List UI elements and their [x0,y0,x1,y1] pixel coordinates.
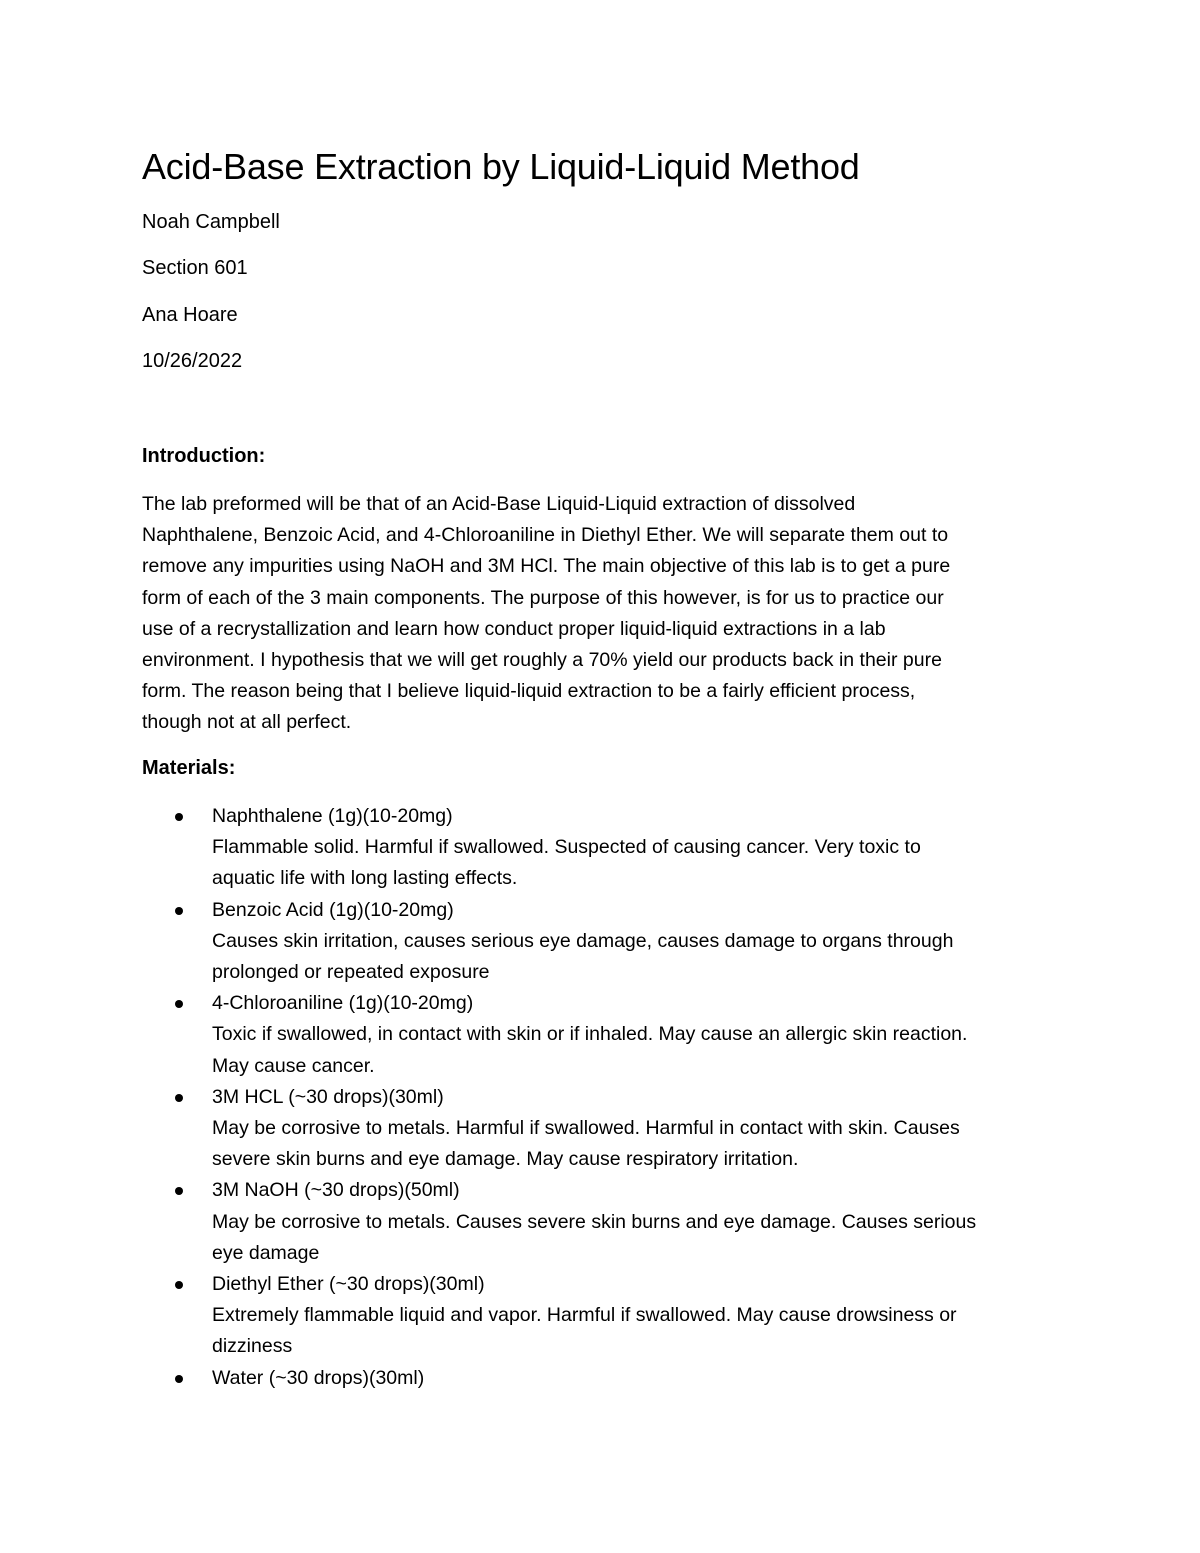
material-hazard: Causes skin irritation, causes serious eye damage, causes damage to organs through [212,929,954,952]
bullet-icon [175,1094,183,1102]
material-hazard: prolonged or repeated exposure [212,961,490,984]
author-name: Noah Campbell [142,211,280,233]
introduction-line: form. The reason being that I believe liquid-liquid extraction to be a fairly efficient process, [142,680,916,703]
bullet-icon [175,1000,183,1008]
bullet-icon [175,1187,183,1195]
material-hazard: May be corrosive to metals. Causes severe skin burns and eye damage. Causes serious [212,1210,977,1233]
material-hazard: May cause cancer. [212,1054,375,1077]
introduction-line: Naphthalene, Benzoic Acid, and 4-Chloroaniline in Diethyl Ether. We will separate them out to [142,524,949,547]
section-number: Section 601 [142,257,248,279]
materials-list [142,801,1054,1394]
introduction-heading: Introduction: [142,445,266,467]
introduction-line: environment. I hypothesis that we will get roughly a 70% yield our products back in their pure [142,649,942,672]
material-hazard: eye damage [212,1241,320,1264]
material-item [142,988,1054,1082]
material-name: 3M HCL (~30 drops)(30ml) [212,1085,444,1108]
material-item [142,1363,1054,1394]
bullet-icon [175,1375,183,1383]
bullet-icon [175,813,183,821]
material-hazard: aquatic life with long lasting effects. [212,867,518,890]
instructor-name: Ana Hoare [142,304,238,326]
introduction-line: use of a recrystallization and learn how conduct proper liquid-liquid extractions in a lab [142,617,886,640]
material-item [142,895,1054,989]
bullet-icon [175,1281,183,1289]
material-item [142,1175,1054,1269]
introduction-line: remove any impurities using NaOH and 3M HCl. The main objective of this lab is to get a pure [142,555,951,578]
material-name: Diethyl Ether (~30 drops)(30ml) [212,1273,485,1296]
introduction-line: form of each of the 3 main components. The purpose of this however, is for us to practice our [142,586,944,609]
introduction-paragraph [142,489,1054,739]
material-hazard: severe skin burns and eye damage. May cause respiratory irritation. [212,1148,799,1171]
material-item [142,1269,1054,1363]
material-hazard: dizziness [212,1335,293,1358]
material-name: Benzoic Acid (1g)(10-20mg) [212,898,454,921]
introduction-line: The lab preformed will be that of an Acid-Base Liquid-Liquid extraction of dissolved [142,493,856,515]
material-name: 4-Chloroaniline (1g)(10-20mg) [212,992,474,1015]
introduction-line: though not at all perfect. [142,711,352,734]
material-item [142,801,1054,895]
material-hazard: May be corrosive to metals. Harmful if swallowed. Harmful in contact with skin. Causes [212,1117,960,1140]
material-name: Water (~30 drops)(30ml) [212,1366,425,1389]
material-hazard: Flammable solid. Harmful if swallowed. Suspected of causing cancer. Very toxic to [212,836,921,859]
material-name: Naphthalene (1g)(10-20mg) [212,805,453,827]
material-hazard: Toxic if swallowed, in contact with skin or if inhaled. May cause an allergic skin reaction. [212,1023,968,1046]
material-hazard: Extremely flammable liquid and vapor. Harmful if swallowed. May cause drowsiness or [212,1304,957,1327]
bullet-icon [175,907,183,915]
material-item [142,1082,1054,1176]
material-name: 3M NaOH (~30 drops)(50ml) [212,1179,460,1202]
materials-heading: Materials: [142,757,236,779]
document-title: Acid-Base Extraction by Liquid-Liquid Method [142,146,860,187]
report-date: 10/26/2022 [142,350,243,372]
